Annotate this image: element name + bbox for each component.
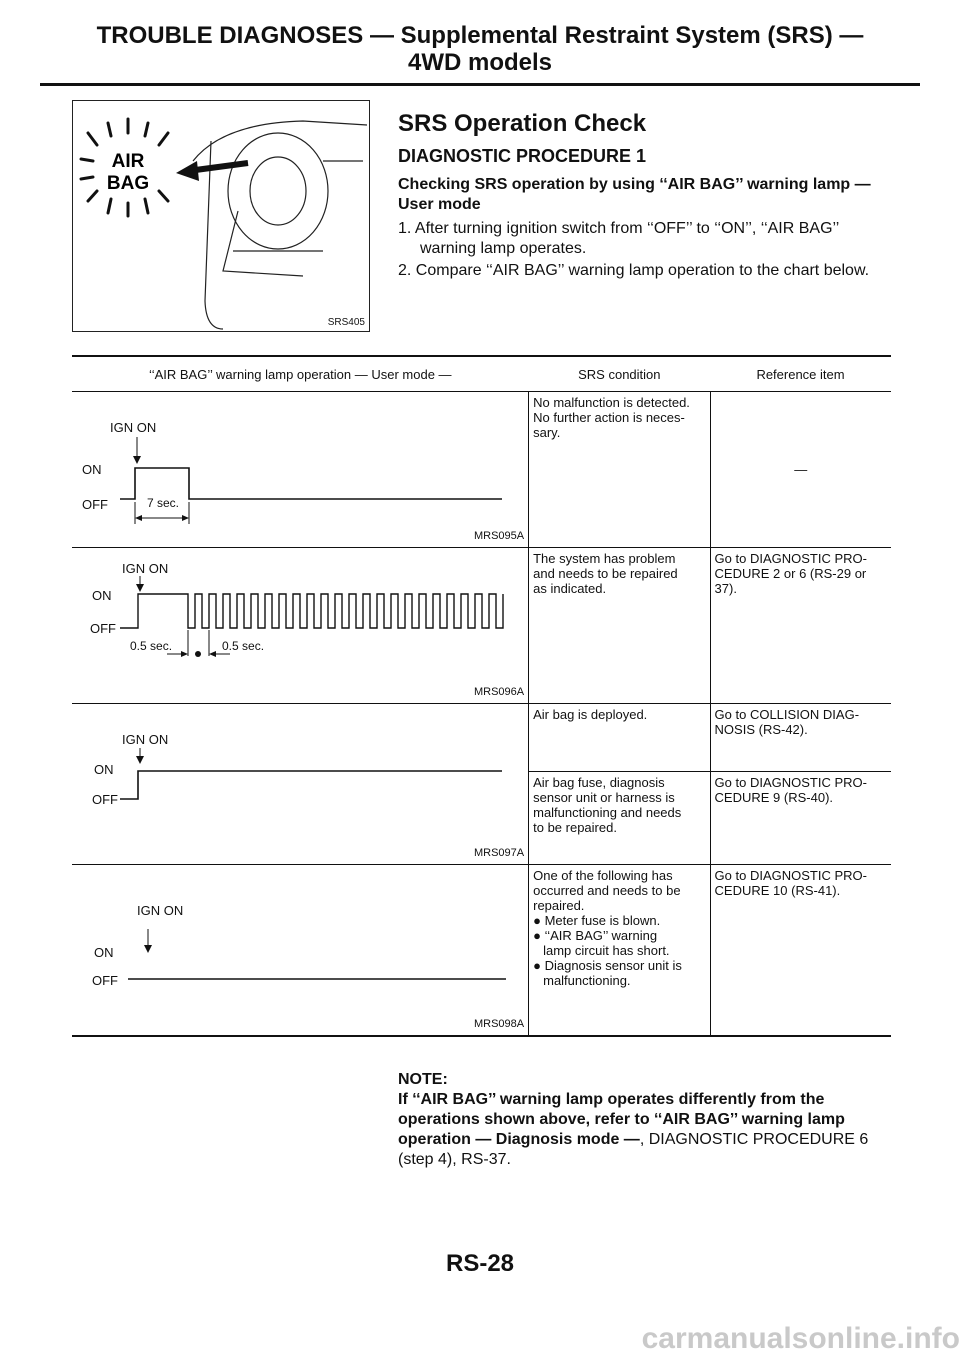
srs-condition: Air bag is deployed. — [529, 704, 710, 772]
airbag-lamp-figure — [72, 100, 370, 332]
table-row — [72, 704, 891, 772]
page-number: RS-28 — [445, 1250, 515, 1277]
reference-item: Go to DIAGNOSTIC PRO- CEDURE 9 (RS-40). — [710, 772, 891, 865]
label-off: OFF — [92, 973, 118, 988]
header-lamp-operation: ‘‘AIR BAG’’ warning lamp operation — User mode — — [149, 366, 452, 382]
lamp-text-air: AIR — [111, 151, 145, 172]
waveform-cell — [72, 865, 529, 1037]
label-0-5sec-a: 0.5 sec. — [130, 639, 173, 653]
label-off: OFF — [82, 497, 108, 512]
label-ign-on: IGN ON — [110, 420, 157, 435]
lamp-operation-table — [72, 355, 891, 1037]
label-off: OFF — [90, 621, 116, 636]
label-on: ON — [94, 945, 114, 960]
section-title: SRS Operation Check — [398, 110, 647, 137]
lamp-text-bag: BAG — [106, 173, 150, 194]
label-7sec: 7 sec. — [147, 496, 180, 510]
condition-intro: One of the following has occurred and needs to be repaired. — [533, 868, 681, 913]
watermark-text: carmanualsonline.info — [641, 1322, 960, 1355]
bullet-item: ● ‘‘AIR BAG’’ warning lamp circuit has short. — [533, 928, 670, 958]
srs-condition: Air bag fuse, diagnosis sensor unit or harness is malfunctioning and needs to be repaired. — [529, 772, 710, 865]
header-srs-condition: SRS condition — [578, 366, 661, 382]
page-header — [40, 22, 920, 76]
step-1: 1. After turning ignition switch from ‘‘OFF’’ to ‘‘ON’’, ‘‘AIR BAG’’ warning lamp operates. — [398, 220, 839, 257]
waveform-blinking — [72, 548, 527, 703]
srs-condition: The system has problem and needs to be repaired as indicated. — [529, 548, 710, 704]
label-ign-on: IGN ON — [122, 732, 169, 747]
dashboard-illustration — [73, 101, 369, 331]
chart-code: MRS096A — [473, 686, 525, 698]
table-row — [72, 392, 891, 548]
bullet-item: ● Meter fuse is blown. — [533, 913, 661, 928]
srs-condition — [529, 865, 710, 1037]
label-ign-on: IGN ON — [122, 561, 169, 576]
waveform-continuous-on — [72, 704, 527, 864]
header-reference-item: Reference item — [756, 366, 845, 382]
reference-item: Go to COLLISION DIAG- NOSIS (RS-42). — [714, 707, 860, 737]
procedure-subheading: Checking SRS operation by using ‘‘AIR BAG’’ warning lamp — User mode — [398, 176, 871, 213]
note-label: NOTE: — [398, 1071, 448, 1088]
bullet-text: Meter fuse is blown. — [544, 913, 661, 928]
table-header-row — [72, 356, 891, 392]
chart-code: MRS097A — [473, 847, 525, 859]
waveform-steady-7sec — [72, 392, 527, 547]
note-bold-text: If ‘‘AIR BAG’’ warning lamp operates differently from the operations shown above, refer to ‘‘AIR BAG’’ warning lamp operation — Diagnosis mode — — [398, 1091, 845, 1148]
bullet-item: ● Diagnosis sensor unit is malfunctioning. — [533, 958, 682, 988]
note-rest-text: , DIAGNOSTIC PROCEDURE 6 (step 4), RS-37. — [398, 1131, 869, 1168]
header-rule — [40, 83, 920, 86]
label-on: ON — [94, 762, 114, 777]
section-subtitle: DIAGNOSTIC PROCEDURE 1 — [398, 146, 647, 166]
table-row — [72, 865, 891, 1037]
reference-item: Go to DIAGNOSTIC PRO- CEDURE 2 or 6 (RS-29 or 37). — [714, 551, 867, 596]
table-row — [72, 548, 891, 704]
waveform-continuous-off — [72, 865, 527, 1035]
chart-code: MRS098A — [473, 1018, 525, 1030]
waveform-cell — [72, 548, 529, 704]
steps-list — [398, 219, 893, 281]
label-ign-on: IGN ON — [137, 903, 184, 918]
bullet-text: ‘‘AIR BAG’’ warning lamp circuit has short. — [543, 928, 670, 958]
reference-item: — — [794, 462, 808, 477]
header-line-2: 4WD models — [407, 49, 553, 76]
waveform-cell — [72, 392, 529, 548]
label-on: ON — [82, 462, 102, 477]
label-0-5sec-b: 0.5 sec. — [222, 639, 265, 653]
label-off: OFF — [92, 792, 118, 807]
note-block — [398, 1070, 893, 1170]
figure-code: SRS405 — [327, 317, 365, 328]
bullet-text: Diagnosis sensor unit is malfunctioning. — [543, 958, 682, 988]
waveform-cell — [72, 704, 529, 865]
header-line-1: TROUBLE DIAGNOSES — Supplemental Restraint System (SRS) — — [96, 22, 864, 49]
intro-section — [398, 110, 893, 283]
condition-bullets — [533, 913, 705, 988]
step-2: 2. Compare ‘‘AIR BAG’’ warning lamp operation to the chart below. — [398, 262, 870, 279]
srs-condition: No malfunction is detected. No further action is neces- sary. — [529, 392, 710, 548]
label-on: ON — [92, 588, 112, 603]
reference-item: Go to DIAGNOSTIC PRO- CEDURE 10 (RS-41). — [714, 868, 867, 898]
chart-code: MRS095A — [473, 530, 525, 542]
